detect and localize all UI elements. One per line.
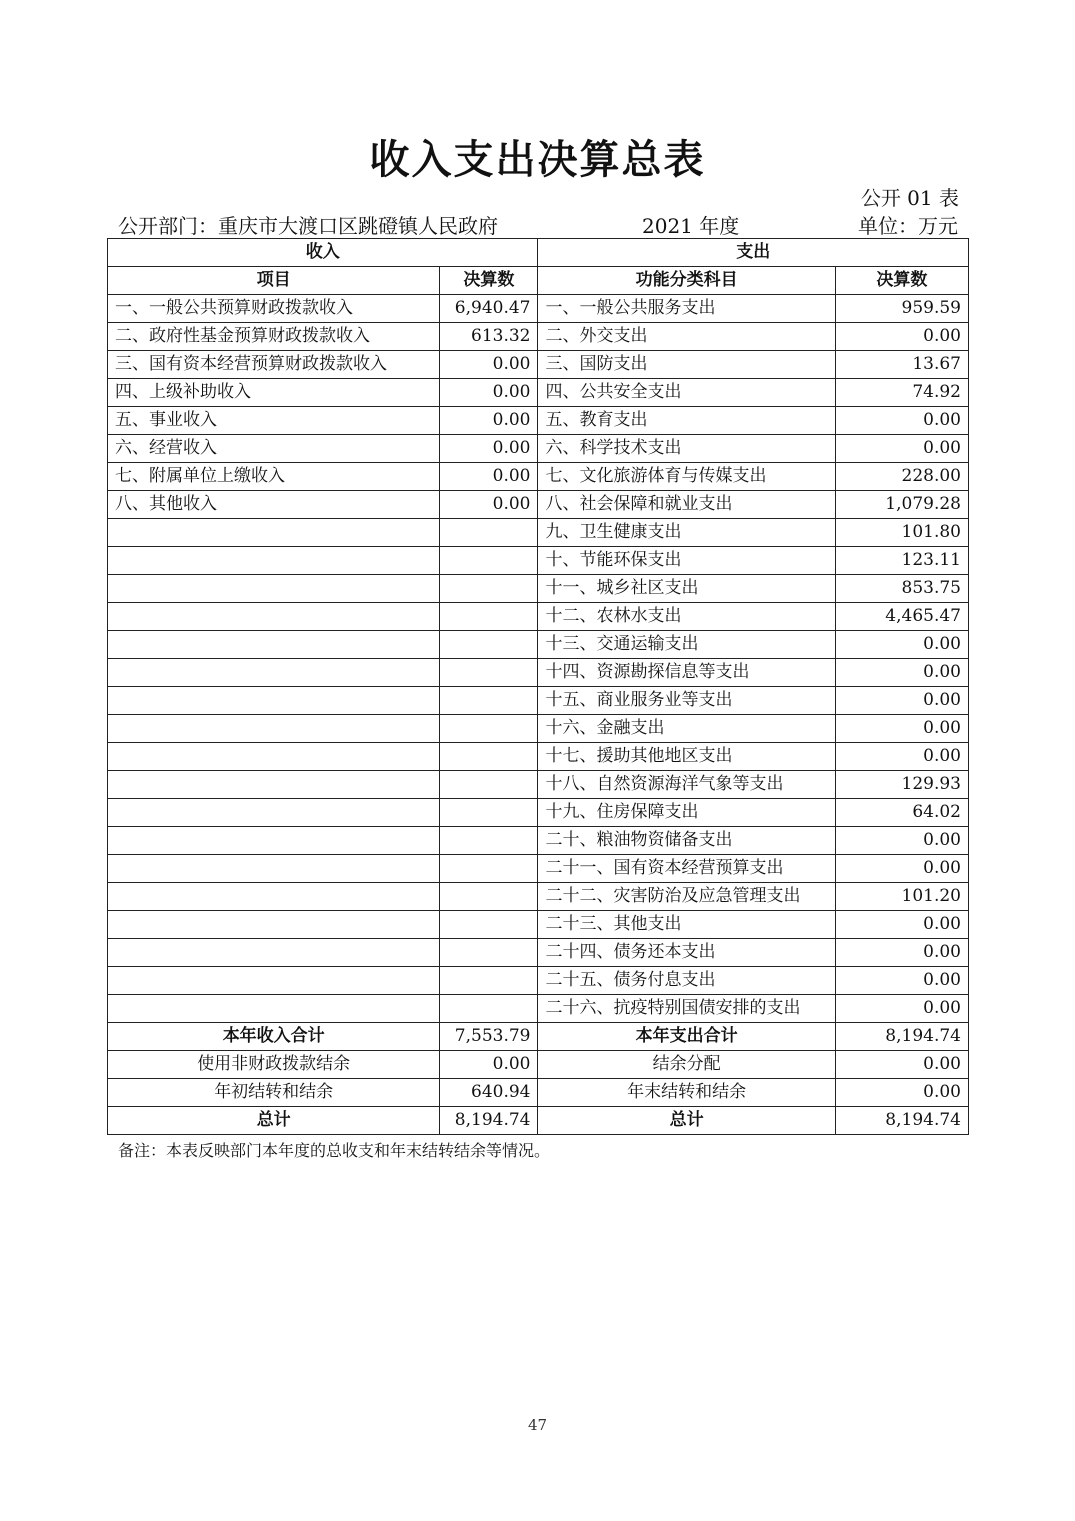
expense-amount-cell: 0.00 bbox=[835, 435, 968, 463]
expense-amount-cell: 74.92 bbox=[835, 379, 968, 407]
amount2-column-header: 决算数 bbox=[835, 267, 968, 295]
expense-item-cell: 八、社会保障和就业支出 bbox=[538, 491, 835, 519]
summary-expense-label: 本年支出合计 bbox=[538, 1023, 835, 1051]
table-row bbox=[108, 743, 969, 771]
expense-item-cell: 十六、金融支出 bbox=[538, 715, 835, 743]
expense-amount-cell: 228.00 bbox=[835, 463, 968, 491]
income-amount-cell bbox=[440, 995, 538, 1023]
income-amount-cell bbox=[440, 743, 538, 771]
income-amount-cell bbox=[440, 547, 538, 575]
income-item-cell: 七、附属单位上缴收入 bbox=[108, 463, 440, 491]
table-row bbox=[108, 967, 969, 995]
summary-expense-label: 总计 bbox=[538, 1107, 835, 1135]
expense-item-cell: 三、国防支出 bbox=[538, 351, 835, 379]
income-amount-cell: 0.00 bbox=[440, 491, 538, 519]
summary-expense-amount: 0.00 bbox=[835, 1079, 968, 1107]
income-amount-cell: 0.00 bbox=[440, 379, 538, 407]
expense-amount-cell: 4,465.47 bbox=[835, 603, 968, 631]
income-item-cell bbox=[108, 659, 440, 687]
expense-item-cell: 十、节能环保支出 bbox=[538, 547, 835, 575]
income-item-cell bbox=[108, 631, 440, 659]
expense-amount-cell: 853.75 bbox=[835, 575, 968, 603]
table-row bbox=[108, 575, 969, 603]
table-row bbox=[108, 519, 969, 547]
expense-item-cell: 十九、住房保障支出 bbox=[538, 799, 835, 827]
expense-amount-cell: 959.59 bbox=[835, 295, 968, 323]
income-amount-cell bbox=[440, 939, 538, 967]
income-amount-cell: 0.00 bbox=[440, 351, 538, 379]
income-item-cell bbox=[108, 827, 440, 855]
expense-item-cell: 二十二、灾害防治及应急管理支出 bbox=[538, 883, 835, 911]
table-meta bbox=[118, 210, 958, 238]
expense-amount-cell: 0.00 bbox=[835, 967, 968, 995]
expense-item-cell: 六、科学技术支出 bbox=[538, 435, 835, 463]
income-item-cell bbox=[108, 687, 440, 715]
income-amount-cell bbox=[440, 771, 538, 799]
expense-item-cell: 二十六、抗疫特别国债安排的支出 bbox=[538, 995, 835, 1023]
income-amount-cell bbox=[440, 687, 538, 715]
summary-income-amount: 7,553.79 bbox=[440, 1023, 538, 1051]
expense-amount-cell: 123.11 bbox=[835, 547, 968, 575]
table-row bbox=[108, 939, 969, 967]
income-item-cell bbox=[108, 855, 440, 883]
unit-label: 单位：万元 bbox=[858, 214, 958, 238]
income-item-cell: 八、其他收入 bbox=[108, 491, 440, 519]
income-amount-cell bbox=[440, 799, 538, 827]
expense-item-cell: 七、文化旅游体育与传媒支出 bbox=[538, 463, 835, 491]
expense-item-cell: 二十五、债务付息支出 bbox=[538, 967, 835, 995]
summary-expense-amount: 0.00 bbox=[835, 1051, 968, 1079]
expense-amount-cell: 0.00 bbox=[835, 855, 968, 883]
table-row bbox=[108, 435, 969, 463]
expense-item-cell: 九、卫生健康支出 bbox=[538, 519, 835, 547]
summary-income-amount: 640.94 bbox=[440, 1079, 538, 1107]
expense-amount-cell: 0.00 bbox=[835, 715, 968, 743]
income-item-cell bbox=[108, 575, 440, 603]
expense-item-cell: 十二、农林水支出 bbox=[538, 603, 835, 631]
income-item-cell bbox=[108, 603, 440, 631]
fiscal-year-label: 2021 年度 bbox=[642, 214, 740, 238]
table-row bbox=[108, 603, 969, 631]
income-item-cell bbox=[108, 995, 440, 1023]
income-amount-cell bbox=[440, 659, 538, 687]
expense-amount-cell: 0.00 bbox=[835, 323, 968, 351]
income-amount-cell bbox=[440, 911, 538, 939]
income-item-cell: 四、上级补助收入 bbox=[108, 379, 440, 407]
expense-amount-cell: 0.00 bbox=[835, 631, 968, 659]
table-row bbox=[108, 295, 969, 323]
income-amount-cell bbox=[440, 855, 538, 883]
table-row bbox=[108, 631, 969, 659]
expense-item-cell: 十五、商业服务业等支出 bbox=[538, 687, 835, 715]
table-row bbox=[108, 799, 969, 827]
expense-item-cell: 五、教育支出 bbox=[538, 407, 835, 435]
summary-income-amount: 0.00 bbox=[440, 1051, 538, 1079]
table-row bbox=[108, 463, 969, 491]
table-row bbox=[108, 379, 969, 407]
expense-item-cell: 十七、援助其他地区支出 bbox=[538, 743, 835, 771]
income-item-cell bbox=[108, 519, 440, 547]
expense-amount-cell: 101.80 bbox=[835, 519, 968, 547]
summary-expense-label: 年末结转和结余 bbox=[538, 1079, 835, 1107]
income-amount-cell bbox=[440, 603, 538, 631]
expense-amount-cell: 0.00 bbox=[835, 939, 968, 967]
expense-item-cell: 十四、资源勘探信息等支出 bbox=[538, 659, 835, 687]
summary-income-label: 本年收入合计 bbox=[108, 1023, 440, 1051]
summary-expense-label: 结余分配 bbox=[538, 1051, 835, 1079]
income-amount-cell bbox=[440, 715, 538, 743]
table-row bbox=[108, 547, 969, 575]
income-item-cell: 五、事业收入 bbox=[108, 407, 440, 435]
expense-amount-cell: 64.02 bbox=[835, 799, 968, 827]
income-item-cell bbox=[108, 799, 440, 827]
income-header: 收入 bbox=[108, 239, 538, 267]
table-row bbox=[108, 827, 969, 855]
expense-item-cell: 十八、自然资源海洋气象等支出 bbox=[538, 771, 835, 799]
income-item-cell bbox=[108, 883, 440, 911]
table-row bbox=[108, 855, 969, 883]
expense-item-cell: 二、外交支出 bbox=[538, 323, 835, 351]
expense-item-cell: 十三、交通运输支出 bbox=[538, 631, 835, 659]
income-item-cell bbox=[108, 715, 440, 743]
income-item-cell: 一、一般公共预算财政拨款收入 bbox=[108, 295, 440, 323]
summary-income-label: 年初结转和结余 bbox=[108, 1079, 440, 1107]
summary-expense-amount: 8,194.74 bbox=[835, 1023, 968, 1051]
page-number: 47 bbox=[527, 1416, 548, 1434]
income-amount-cell bbox=[440, 827, 538, 855]
summary-expense-amount: 8,194.74 bbox=[835, 1107, 968, 1135]
expense-amount-cell: 0.00 bbox=[835, 659, 968, 687]
expense-amount-cell: 13.67 bbox=[835, 351, 968, 379]
income-item-cell: 六、经营收入 bbox=[108, 435, 440, 463]
amount-column-header: 决算数 bbox=[440, 267, 538, 295]
expense-amount-cell: 0.00 bbox=[835, 995, 968, 1023]
table-row bbox=[108, 407, 969, 435]
income-amount-cell: 0.00 bbox=[440, 463, 538, 491]
expense-amount-cell: 0.00 bbox=[835, 743, 968, 771]
income-amount-cell: 0.00 bbox=[440, 407, 538, 435]
income-amount-cell: 0.00 bbox=[440, 435, 538, 463]
income-amount-cell bbox=[440, 967, 538, 995]
item-column-header: 项目 bbox=[108, 267, 440, 295]
table-row bbox=[108, 911, 969, 939]
page-title: 收入支出决算总表 bbox=[369, 137, 706, 183]
summary-income-amount: 8,194.74 bbox=[440, 1107, 538, 1135]
expense-item-cell: 二十一、国有资本经营预算支出 bbox=[538, 855, 835, 883]
summary-row bbox=[108, 1079, 969, 1107]
table-note: 备注：本表反映部门本年度的总收支和年末结转结余等情况。 bbox=[118, 1141, 551, 1160]
income-item-cell: 三、国有资本经营预算财政拨款收入 bbox=[108, 351, 440, 379]
income-item-cell: 二、政府性基金预算财政拨款收入 bbox=[108, 323, 440, 351]
income-item-cell bbox=[108, 967, 440, 995]
summary-row bbox=[108, 1107, 969, 1135]
income-amount-cell bbox=[440, 519, 538, 547]
summary-income-label: 总计 bbox=[108, 1107, 440, 1135]
table-row bbox=[108, 491, 969, 519]
expense-item-cell: 二十、粮油物资储备支出 bbox=[538, 827, 835, 855]
table-row bbox=[108, 351, 969, 379]
income-item-cell bbox=[108, 771, 440, 799]
header-row-section bbox=[108, 239, 969, 267]
expense-amount-cell: 0.00 bbox=[835, 687, 968, 715]
expense-amount-cell: 1,079.28 bbox=[835, 491, 968, 519]
expense-item-cell: 十一、城乡社区支出 bbox=[538, 575, 835, 603]
table-row bbox=[108, 659, 969, 687]
income-amount-cell bbox=[440, 631, 538, 659]
expense-item-cell: 二十四、债务还本支出 bbox=[538, 939, 835, 967]
form-number: 公开 01 表 bbox=[860, 186, 959, 210]
expense-item-cell: 一、一般公共服务支出 bbox=[538, 295, 835, 323]
table-row bbox=[108, 715, 969, 743]
department-label: 公开部门：重庆市大渡口区跳磴镇人民政府 bbox=[118, 214, 498, 238]
table-row bbox=[108, 771, 969, 799]
income-item-cell bbox=[108, 743, 440, 771]
table-row bbox=[108, 995, 969, 1023]
income-amount-cell bbox=[440, 883, 538, 911]
expense-header: 支出 bbox=[538, 239, 969, 267]
income-item-cell bbox=[108, 911, 440, 939]
table-row bbox=[108, 323, 969, 351]
expense-item-cell: 四、公共安全支出 bbox=[538, 379, 835, 407]
expense-amount-cell: 0.00 bbox=[835, 827, 968, 855]
summary-row bbox=[108, 1051, 969, 1079]
expense-amount-cell: 0.00 bbox=[835, 911, 968, 939]
income-item-cell bbox=[108, 939, 440, 967]
income-amount-cell: 613.32 bbox=[440, 323, 538, 351]
expense-amount-cell: 129.93 bbox=[835, 771, 968, 799]
income-expense-table bbox=[107, 238, 969, 1135]
table-row bbox=[108, 883, 969, 911]
summary-row bbox=[108, 1023, 969, 1051]
header-row-columns bbox=[108, 267, 969, 295]
expense-amount-cell: 101.20 bbox=[835, 883, 968, 911]
summary-income-label: 使用非财政拨款结余 bbox=[108, 1051, 440, 1079]
table-row bbox=[108, 687, 969, 715]
function-column-header: 功能分类科目 bbox=[538, 267, 835, 295]
expense-item-cell: 二十三、其他支出 bbox=[538, 911, 835, 939]
income-item-cell bbox=[108, 547, 440, 575]
income-amount-cell: 6,940.47 bbox=[440, 295, 538, 323]
expense-amount-cell: 0.00 bbox=[835, 407, 968, 435]
income-amount-cell bbox=[440, 575, 538, 603]
